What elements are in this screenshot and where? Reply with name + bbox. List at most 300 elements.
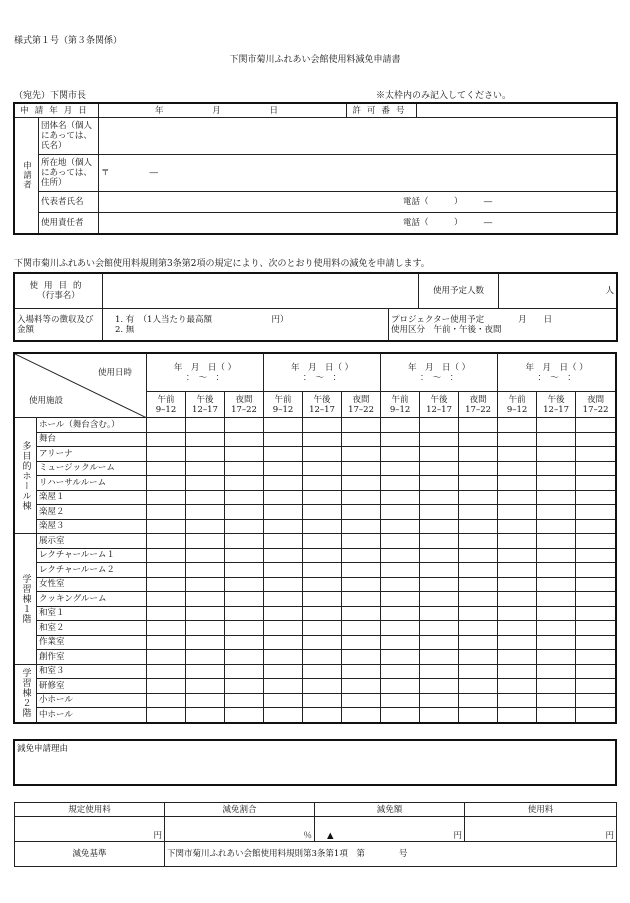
usage-cell[interactable]: [342, 418, 381, 433]
usage-date-1[interactable]: [147, 354, 264, 392]
usage-cell[interactable]: [186, 476, 225, 491]
usage-cell[interactable]: [537, 519, 576, 534]
usage-cell[interactable]: [264, 461, 303, 476]
usage-cell[interactable]: [381, 592, 420, 607]
usage-cell[interactable]: [537, 447, 576, 462]
usage-cell[interactable]: [342, 621, 381, 636]
room-name: アリーナ: [37, 447, 147, 462]
apply-date-field[interactable]: [99, 104, 347, 118]
addressee: （宛先）下関市長: [14, 91, 87, 101]
usage-cell[interactable]: [498, 418, 537, 433]
usage-cell[interactable]: [420, 563, 459, 578]
usage-cell[interactable]: [420, 461, 459, 476]
fee-option-yes: 1. 有 （1人当たり最高額 円）: [115, 314, 289, 325]
usage-cell[interactable]: [576, 563, 616, 578]
usage-cell[interactable]: [537, 592, 576, 607]
usage-cell[interactable]: [459, 490, 498, 505]
usage-cell[interactable]: [264, 490, 303, 505]
usage-cell[interactable]: [498, 708, 537, 723]
usage-cell[interactable]: [342, 592, 381, 607]
manager-field[interactable]: [99, 213, 617, 234]
usage-cell[interactable]: [537, 476, 576, 491]
usage-cell[interactable]: [381, 635, 420, 650]
usage-cell[interactable]: [459, 432, 498, 447]
usage-cell[interactable]: [576, 548, 616, 563]
usage-cell[interactable]: [342, 476, 381, 491]
usage-cell[interactable]: [342, 679, 381, 694]
usage-cell[interactable]: [264, 708, 303, 723]
usage-cell[interactable]: [303, 548, 342, 563]
usage-cell[interactable]: [342, 519, 381, 534]
usage-cell[interactable]: [303, 592, 342, 607]
period-name: 午前: [391, 394, 409, 405]
usage-cell[interactable]: [381, 664, 420, 679]
usage-cell[interactable]: [498, 534, 537, 549]
usage-cell[interactable]: [420, 679, 459, 694]
usage-cell[interactable]: [303, 519, 342, 534]
period-time: 17–22: [231, 404, 257, 415]
usage-fee-yen: 円: [605, 831, 614, 841]
usage-cell[interactable]: [381, 505, 420, 520]
usage-cell[interactable]: [381, 621, 420, 636]
usage-cell[interactable]: [303, 621, 342, 636]
usage-date-3[interactable]: [381, 354, 498, 392]
usage-cell[interactable]: [147, 606, 186, 621]
usage-cell[interactable]: [342, 461, 381, 476]
period-time: 9–12: [389, 404, 411, 415]
usage-cell[interactable]: [381, 519, 420, 534]
period-header: [147, 392, 186, 418]
usage-cell[interactable]: [303, 476, 342, 491]
usage-cell[interactable]: [225, 432, 264, 447]
usage-cell[interactable]: [147, 519, 186, 534]
usage-cell[interactable]: [420, 447, 459, 462]
usage-cell[interactable]: [225, 476, 264, 491]
usage-cell[interactable]: [225, 490, 264, 505]
usage-cell[interactable]: [381, 693, 420, 708]
usage-cell[interactable]: [186, 432, 225, 447]
usage-cell[interactable]: [264, 664, 303, 679]
usage-cell[interactable]: [459, 621, 498, 636]
usage-cell[interactable]: [576, 679, 616, 694]
usage-cell[interactable]: [303, 490, 342, 505]
usage-cell[interactable]: [498, 635, 537, 650]
usage-cell[interactable]: [186, 418, 225, 433]
usage-cell[interactable]: [420, 621, 459, 636]
usage-cell[interactable]: [537, 679, 576, 694]
usage-cell[interactable]: [459, 447, 498, 462]
usage-cell[interactable]: [459, 461, 498, 476]
usage-cell[interactable]: [303, 563, 342, 578]
usage-cell[interactable]: [225, 447, 264, 462]
usage-cell[interactable]: [342, 548, 381, 563]
usage-cell[interactable]: [264, 447, 303, 462]
usage-cell[interactable]: [576, 693, 616, 708]
usage-cell[interactable]: [303, 650, 342, 665]
usage-cell[interactable]: [342, 447, 381, 462]
usage-cell[interactable]: [459, 635, 498, 650]
usage-cell[interactable]: [225, 563, 264, 578]
usage-cell[interactable]: [537, 693, 576, 708]
projector-field[interactable]: [389, 309, 617, 341]
usage-cell[interactable]: [264, 577, 303, 592]
usage-cell[interactable]: [264, 650, 303, 665]
usage-cell[interactable]: [264, 621, 303, 636]
usage-cell[interactable]: [342, 577, 381, 592]
usage-cell[interactable]: [225, 679, 264, 694]
usage-cell[interactable]: [537, 563, 576, 578]
usage-cell[interactable]: [147, 476, 186, 491]
usage-cell[interactable]: [381, 461, 420, 476]
usage-cell[interactable]: [303, 606, 342, 621]
usage-cell[interactable]: [420, 708, 459, 723]
usage-cell[interactable]: [264, 693, 303, 708]
usage-cell[interactable]: [576, 635, 616, 650]
std-fee-yen: 円: [153, 831, 162, 841]
usage-cell[interactable]: [498, 679, 537, 694]
usage-cell[interactable]: [498, 621, 537, 636]
usage-cell[interactable]: [342, 563, 381, 578]
usage-fee-field[interactable]: [465, 817, 617, 842]
usage-cell[interactable]: [381, 432, 420, 447]
usage-cell[interactable]: [576, 534, 616, 549]
usage-cell[interactable]: [498, 577, 537, 592]
usage-cell[interactable]: [186, 708, 225, 723]
usage-cell[interactable]: [420, 650, 459, 665]
usage-cell[interactable]: [147, 621, 186, 636]
usage-cell[interactable]: [459, 650, 498, 665]
usage-cell[interactable]: [186, 563, 225, 578]
usage-cell[interactable]: [381, 650, 420, 665]
usage-cell[interactable]: [147, 592, 186, 607]
usage-cell[interactable]: [576, 708, 616, 723]
usage-cell[interactable]: [420, 505, 459, 520]
usage-cell[interactable]: [381, 490, 420, 505]
usage-cell[interactable]: [537, 461, 576, 476]
usage-cell[interactable]: [381, 708, 420, 723]
usage-cell[interactable]: [147, 563, 186, 578]
rep-field[interactable]: [99, 192, 617, 213]
usage-cell[interactable]: [225, 577, 264, 592]
usage-cell[interactable]: [498, 606, 537, 621]
permit-label: 許可番号: [347, 104, 417, 118]
usage-cell[interactable]: [147, 650, 186, 665]
usage-cell[interactable]: [576, 476, 616, 491]
usage-cell[interactable]: [186, 548, 225, 563]
period-time: 17–22: [465, 404, 492, 415]
usage-cell[interactable]: [576, 519, 616, 534]
usage-cell[interactable]: [381, 447, 420, 462]
usage-cell[interactable]: [381, 563, 420, 578]
usage-cell[interactable]: [264, 505, 303, 520]
usage-cell[interactable]: [264, 519, 303, 534]
usage-cell[interactable]: [537, 708, 576, 723]
usage-cell[interactable]: [303, 679, 342, 694]
usage-cell[interactable]: [264, 606, 303, 621]
group-name-label: 団体名（個人にあっては、氏名）: [39, 118, 99, 155]
usage-cell[interactable]: [576, 577, 616, 592]
usage-cell[interactable]: [186, 534, 225, 549]
usage-cell[interactable]: [537, 650, 576, 665]
usage-cell[interactable]: [303, 461, 342, 476]
usage-cell[interactable]: [303, 432, 342, 447]
table-row: [15, 708, 616, 723]
usage-cell[interactable]: [498, 447, 537, 462]
usage-cell[interactable]: [459, 693, 498, 708]
usage-cell[interactable]: [147, 708, 186, 723]
usage-cell[interactable]: [459, 519, 498, 534]
usage-cell[interactable]: [147, 679, 186, 694]
usage-cell[interactable]: [576, 505, 616, 520]
usage-cell[interactable]: [576, 418, 616, 433]
usage-cell[interactable]: [576, 490, 616, 505]
usage-cell[interactable]: [498, 476, 537, 491]
std-fee-field[interactable]: [15, 817, 165, 842]
usage-cell[interactable]: [303, 447, 342, 462]
usage-cell[interactable]: [225, 418, 264, 433]
usage-cell[interactable]: [186, 592, 225, 607]
usage-cell[interactable]: [537, 534, 576, 549]
usage-cell[interactable]: [498, 519, 537, 534]
table-row: [15, 447, 616, 462]
usage-cell[interactable]: [264, 432, 303, 447]
usage-cell[interactable]: [420, 548, 459, 563]
usage-cell[interactable]: [381, 679, 420, 694]
usage-cell[interactable]: [186, 490, 225, 505]
usage-cell[interactable]: [186, 505, 225, 520]
period-time: 12–17: [309, 404, 335, 415]
usage-cell[interactable]: [381, 476, 420, 491]
fee-options[interactable]: [103, 309, 389, 341]
permit-field[interactable]: [417, 104, 617, 118]
usage-cell[interactable]: [576, 432, 616, 447]
usage-cell[interactable]: [342, 664, 381, 679]
usage-cell[interactable]: [303, 505, 342, 520]
usage-cell[interactable]: [225, 534, 264, 549]
usage-cell[interactable]: [381, 418, 420, 433]
usage-cell[interactable]: [537, 635, 576, 650]
usage-cell[interactable]: [264, 679, 303, 694]
usage-cell[interactable]: [303, 577, 342, 592]
usage-cell[interactable]: [459, 563, 498, 578]
usage-cell[interactable]: [420, 490, 459, 505]
usage-cell[interactable]: [537, 418, 576, 433]
usage-cell[interactable]: [147, 490, 186, 505]
usage-cell[interactable]: [303, 418, 342, 433]
usage-cell[interactable]: [186, 519, 225, 534]
usage-cell[interactable]: [186, 447, 225, 462]
usage-cell[interactable]: [459, 534, 498, 549]
usage-cell[interactable]: [186, 679, 225, 694]
group-name-field[interactable]: [99, 118, 617, 155]
usage-cell[interactable]: [225, 606, 264, 621]
usage-cell[interactable]: [459, 418, 498, 433]
usage-cell[interactable]: [225, 708, 264, 723]
usage-cell[interactable]: [537, 548, 576, 563]
usage-cell[interactable]: [537, 432, 576, 447]
usage-cell[interactable]: [459, 577, 498, 592]
usage-cell[interactable]: [342, 490, 381, 505]
usage-cell[interactable]: [186, 635, 225, 650]
usage-cell[interactable]: [459, 708, 498, 723]
usage-cell[interactable]: [225, 592, 264, 607]
usage-cell[interactable]: [576, 592, 616, 607]
usage-cell[interactable]: [342, 650, 381, 665]
usage-cell[interactable]: [381, 534, 420, 549]
usage-cell[interactable]: [225, 664, 264, 679]
usage-date-2[interactable]: [264, 354, 381, 392]
usage-cell[interactable]: [420, 432, 459, 447]
usage-cell[interactable]: [147, 664, 186, 679]
usage-cell[interactable]: [186, 693, 225, 708]
period-name: 午後: [196, 394, 214, 405]
reason-field[interactable]: [15, 741, 616, 785]
usage-cell[interactable]: [186, 577, 225, 592]
usage-cell[interactable]: [576, 447, 616, 462]
usage-cell[interactable]: [381, 548, 420, 563]
usage-cell[interactable]: [381, 606, 420, 621]
usage-cell[interactable]: [147, 418, 186, 433]
usage-cell[interactable]: [264, 548, 303, 563]
usage-cell[interactable]: [303, 708, 342, 723]
usage-cell[interactable]: [576, 621, 616, 636]
usage-cell[interactable]: [576, 606, 616, 621]
purpose-field[interactable]: [103, 274, 419, 309]
usage-cell[interactable]: [537, 664, 576, 679]
usage-cell[interactable]: [459, 592, 498, 607]
usage-cell[interactable]: [576, 461, 616, 476]
usage-cell[interactable]: [420, 664, 459, 679]
usage-cell[interactable]: [498, 548, 537, 563]
usage-cell[interactable]: [498, 592, 537, 607]
period-time: 9–12: [506, 404, 528, 415]
usage-cell[interactable]: [420, 418, 459, 433]
usage-cell[interactable]: [459, 505, 498, 520]
usage-cell[interactable]: [420, 476, 459, 491]
usage-cell[interactable]: [186, 621, 225, 636]
usage-cell[interactable]: [225, 621, 264, 636]
usage-cell[interactable]: [147, 447, 186, 462]
form-title: 下関市菊川ふれあい会館使用料減免申請書: [229, 55, 401, 65]
usage-cell[interactable]: [264, 534, 303, 549]
amount-field[interactable]: [315, 817, 465, 842]
usage-cell[interactable]: [537, 606, 576, 621]
usage-cell[interactable]: [537, 490, 576, 505]
usage-cell[interactable]: [498, 505, 537, 520]
usage-cell[interactable]: [420, 577, 459, 592]
usage-cell[interactable]: [576, 664, 616, 679]
usage-cell[interactable]: [420, 693, 459, 708]
usage-cell[interactable]: [420, 635, 459, 650]
usage-cell[interactable]: [147, 693, 186, 708]
usage-cell[interactable]: [342, 708, 381, 723]
room-name: 楽屋３: [37, 519, 147, 534]
usage-cell[interactable]: [147, 505, 186, 520]
usage-cell[interactable]: [186, 650, 225, 665]
usage-cell[interactable]: [420, 592, 459, 607]
table-row: [15, 519, 616, 534]
usage-cell[interactable]: [303, 693, 342, 708]
usage-cell[interactable]: [225, 635, 264, 650]
usage-cell[interactable]: [459, 664, 498, 679]
usage-cell[interactable]: [303, 664, 342, 679]
usage-cell[interactable]: [225, 519, 264, 534]
usage-cell[interactable]: [225, 461, 264, 476]
usage-cell[interactable]: [537, 621, 576, 636]
usage-cell[interactable]: [264, 635, 303, 650]
usage-cell[interactable]: [264, 476, 303, 491]
amount-yen: 円: [453, 831, 462, 841]
usage-cell[interactable]: [498, 693, 537, 708]
usage-cell[interactable]: [186, 606, 225, 621]
usage-cell[interactable]: [225, 505, 264, 520]
usage-cell[interactable]: [342, 693, 381, 708]
usage-cell[interactable]: [498, 432, 537, 447]
usage-cell[interactable]: [498, 461, 537, 476]
people-field[interactable]: [499, 274, 617, 309]
building-label: 多目的ホール棟: [15, 418, 37, 534]
usage-date-4[interactable]: [498, 354, 616, 392]
usage-cell[interactable]: [264, 418, 303, 433]
usage-cell[interactable]: [420, 519, 459, 534]
usage-cell[interactable]: [576, 650, 616, 665]
table-row: [15, 476, 616, 491]
usage-cell[interactable]: [303, 534, 342, 549]
table-row: [15, 606, 616, 621]
usage-cell[interactable]: [459, 679, 498, 694]
usage-cell[interactable]: [537, 577, 576, 592]
usage-cell[interactable]: [186, 461, 225, 476]
usage-cell[interactable]: [342, 432, 381, 447]
usage-cell[interactable]: [459, 606, 498, 621]
address-field[interactable]: [99, 155, 617, 192]
usage-cell[interactable]: [303, 635, 342, 650]
usage-cell[interactable]: [342, 534, 381, 549]
usage-cell[interactable]: [342, 635, 381, 650]
usage-cell[interactable]: [498, 664, 537, 679]
usage-cell[interactable]: [186, 664, 225, 679]
usage-cell[interactable]: [147, 461, 186, 476]
usage-cell[interactable]: [225, 693, 264, 708]
rep-label: 代表者氏名: [39, 192, 99, 213]
usage-cell[interactable]: [459, 548, 498, 563]
usage-cell[interactable]: [264, 563, 303, 578]
usage-cell[interactable]: [147, 577, 186, 592]
room-name: 研修室: [37, 679, 147, 694]
year-unit: 年: [155, 105, 164, 116]
usage-cell[interactable]: [342, 505, 381, 520]
usage-cell[interactable]: [459, 476, 498, 491]
usage-cell[interactable]: [147, 534, 186, 549]
table-row: [15, 664, 616, 679]
usage-cell[interactable]: [342, 606, 381, 621]
usage-cell[interactable]: [225, 548, 264, 563]
usage-cell[interactable]: [147, 432, 186, 447]
usage-cell[interactable]: [381, 577, 420, 592]
usage-cell[interactable]: [498, 650, 537, 665]
usage-cell[interactable]: [537, 505, 576, 520]
usage-cell[interactable]: [420, 606, 459, 621]
usage-cell[interactable]: [264, 592, 303, 607]
usage-cell[interactable]: [225, 650, 264, 665]
usage-cell[interactable]: [498, 563, 537, 578]
usage-cell[interactable]: [420, 534, 459, 549]
usage-cell[interactable]: [498, 490, 537, 505]
usage-cell[interactable]: [147, 635, 186, 650]
rate-field[interactable]: [165, 817, 315, 842]
usage-cell[interactable]: [147, 548, 186, 563]
period-name: 夜間: [469, 394, 487, 405]
